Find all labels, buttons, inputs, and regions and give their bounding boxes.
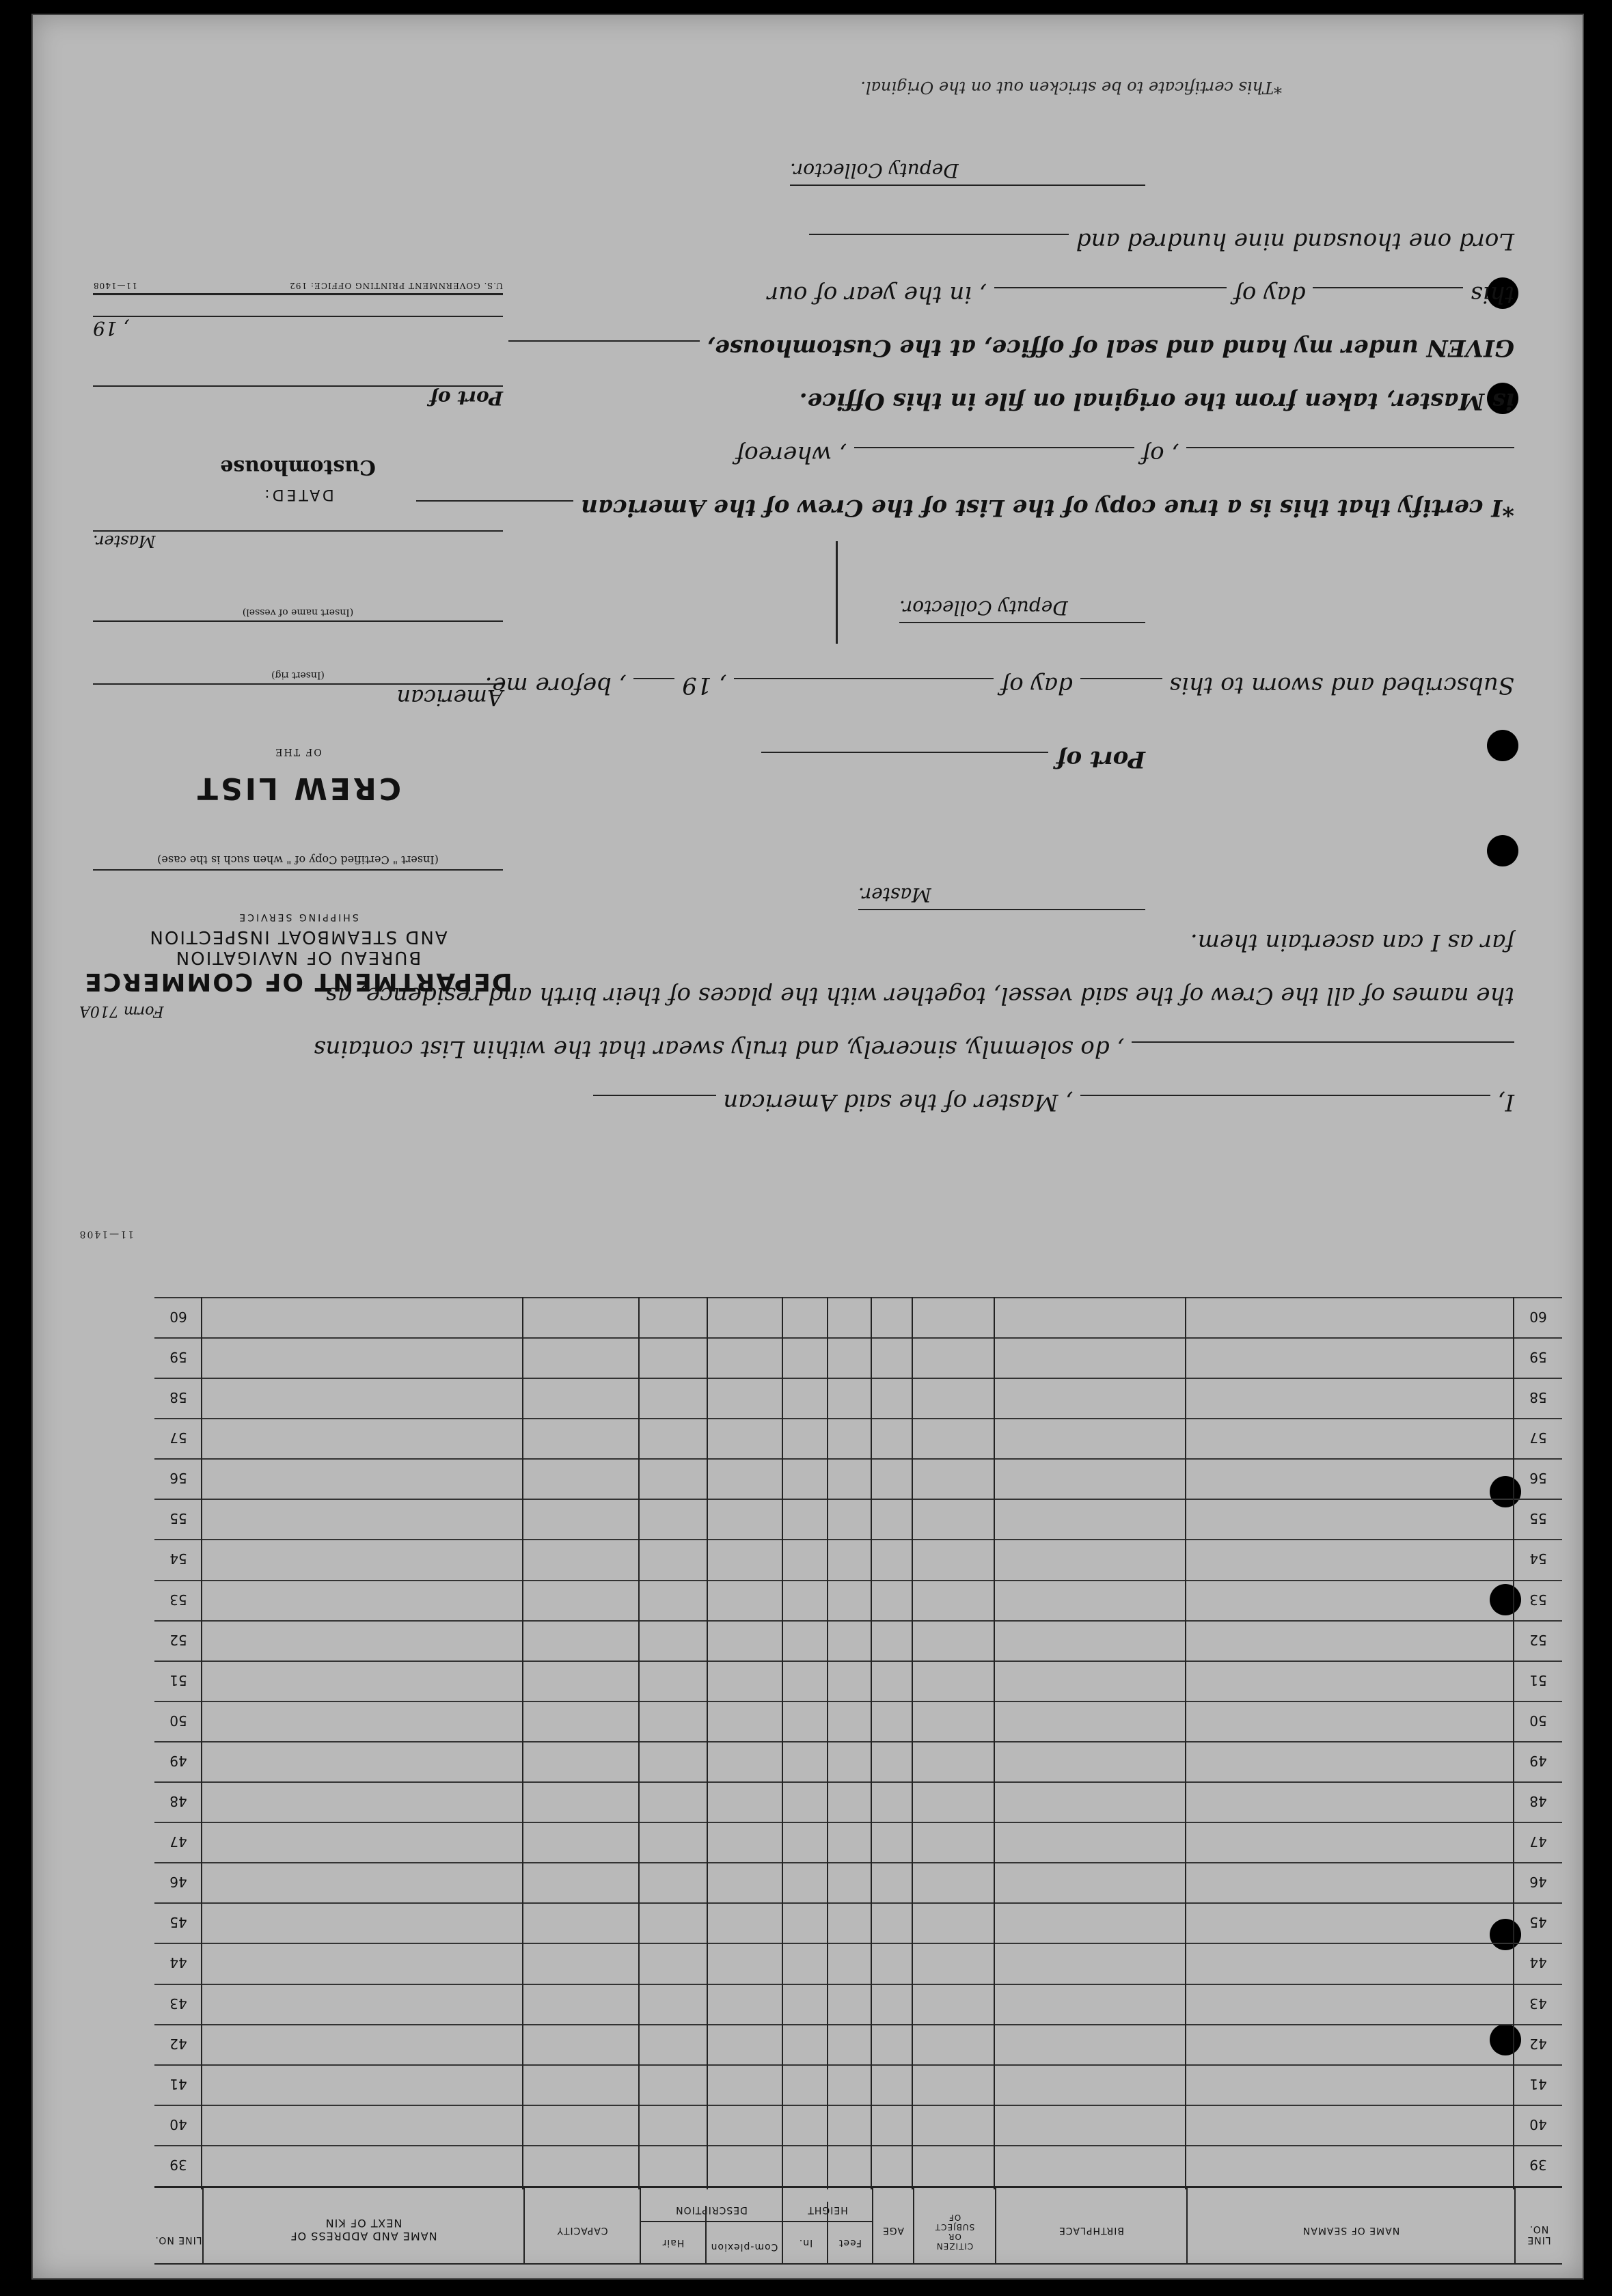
gpo-code: 11—1408: [93, 281, 137, 290]
line-number-left: 59: [1529, 1349, 1547, 1365]
header-name-of-seaman: [1186, 2188, 1514, 2263]
oath-line-4: far as I can ascertain them.: [1190, 929, 1514, 956]
line-number-left: 60: [1529, 1308, 1547, 1325]
given-row: [489, 321, 1514, 374]
oath-i: I,: [1497, 1089, 1514, 1116]
line-number-right: 45: [169, 1914, 187, 1931]
line-number-right: 43: [169, 1995, 187, 2012]
citizen-3: SUBJECT: [934, 2222, 975, 2232]
port-line: [93, 385, 503, 414]
seal-divider: [836, 541, 838, 644]
cover-nineteen: , 19: [93, 317, 130, 340]
line-number-left: 50: [1529, 1712, 1547, 1729]
customhouse-label: Customhouse: [220, 455, 376, 479]
line-number-right: 41: [169, 2075, 187, 2092]
of-the-label: OF THE: [274, 746, 322, 757]
deputy1-label: Deputy Collector.: [899, 597, 1068, 619]
table-row: [154, 1418, 1562, 1458]
column-divider: [638, 1297, 640, 2189]
column-divider: [782, 1297, 783, 2189]
crew-table-section: [33, 1190, 1583, 2278]
master-name-blank: [1080, 1095, 1490, 1123]
this-day-of: day of: [1233, 281, 1306, 308]
table-row: [154, 1943, 1562, 1983]
oath-line-2: [314, 1022, 1514, 1076]
oath-line-1: [558, 1076, 1514, 1129]
complexion-cell: [705, 2206, 782, 2263]
line-number-left: 42: [1529, 2035, 1547, 2052]
table-row: [154, 1297, 1562, 1337]
table-header: [154, 2186, 1562, 2265]
certification-block: [489, 215, 1514, 534]
table-row: [154, 2064, 1562, 2105]
line-number-left: 49: [1529, 1753, 1547, 1769]
oath-swear: , do solemnly, sincerely, and truly swear that the within List contains: [314, 1035, 1125, 1063]
sub-before-me: , before me.: [484, 672, 627, 699]
line-number-right: 60: [169, 1308, 187, 1325]
line-number-right: 53: [169, 1591, 187, 1608]
given-blank: [508, 340, 700, 369]
certify-whereof: , whereof: [735, 441, 847, 468]
header-description: [640, 2188, 783, 2263]
table-row: [154, 1701, 1562, 1741]
line-number-left: 40: [1529, 2116, 1547, 2133]
vessel-name-line: [93, 620, 503, 622]
oath-master-of: , Master of the said American: [723, 1089, 1074, 1116]
table-row: [154, 1781, 1562, 1822]
vessel-blank-2: [1132, 1041, 1514, 1070]
header-name-label: NAME OF SEAMAN: [1302, 2225, 1400, 2236]
is-master-row: is Master, taken from the original on file in this Office.: [799, 387, 1514, 415]
line-number-right: 49: [169, 1753, 187, 1769]
certify-port-blank: [854, 447, 1134, 476]
master-sig-label: Master.: [858, 884, 931, 906]
feet-cell: [827, 2202, 872, 2263]
citizen-4: OF: [948, 2213, 961, 2222]
header-hair-label: Hair: [661, 2237, 685, 2248]
nok-1: NAME AND ADDRESS OF: [290, 2230, 437, 2243]
gpo-text: U.S. GOVERNMENT PRINTING OFFICE: 192: [289, 281, 503, 290]
line-number-left: 48: [1529, 1793, 1547, 1810]
line-number-right: 54: [169, 1550, 187, 1568]
certify-row: [489, 481, 1514, 534]
column-divider: [1185, 1297, 1186, 2189]
header-citizen: [913, 2188, 995, 2263]
header-description-label: DESCRIPTION: [675, 2204, 748, 2215]
gpo-imprint: [93, 281, 503, 290]
line-number-left: 45: [1529, 1914, 1547, 1931]
line-number-right: 50: [169, 1712, 187, 1729]
bureau-line-1: BUREAU OF NAVIGATION: [174, 947, 422, 968]
certify-text: *I certify that this is a true copy of the List of the Crew of the American: [581, 494, 1514, 521]
table-row: [154, 1458, 1562, 1499]
header-next-of-kin: [202, 2188, 523, 2263]
line-number-left: 55: [1529, 1510, 1547, 1527]
table-row: [154, 1660, 1562, 1701]
year-blank: [809, 234, 1069, 262]
table-row: [154, 1378, 1562, 1418]
table-footer-code: [79, 1229, 134, 1240]
american-label: American: [396, 685, 503, 711]
line-number-right: 47: [169, 1833, 187, 1850]
in-year-text: , in the year of our: [767, 281, 987, 308]
column-divider: [912, 1297, 913, 2189]
lord-row: [489, 215, 1514, 268]
column-divider: [827, 1297, 828, 2189]
line-number-left: 41: [1529, 2075, 1547, 2092]
port-of-line: [761, 746, 1145, 780]
this-day-blank: [1313, 287, 1463, 316]
sub-month-blank: [734, 678, 994, 707]
table-row: [154, 1741, 1562, 1781]
insert-rig-note: (Insert rig): [271, 670, 325, 681]
line-number-left: 39: [1529, 2157, 1547, 2173]
line-number-right: 58: [169, 1389, 187, 1406]
certify-name-blank: [1186, 447, 1514, 476]
header-height-label: HEIGHT: [807, 2204, 848, 2215]
cover-panel: [79, 281, 517, 1020]
shipping-service: SHIPPING SERVICE: [237, 912, 359, 922]
inches-cell: [783, 2202, 828, 2263]
table-row: [154, 1580, 1562, 1620]
column-divider: [994, 1297, 995, 2189]
certify-of: , of: [1141, 441, 1179, 468]
date-line: [93, 316, 503, 344]
line-number-right: 57: [169, 1430, 187, 1447]
line-number-right: 40: [169, 2116, 187, 2133]
footer-code-text: 11—1408: [78, 1229, 134, 1240]
line-number-right: 55: [169, 1510, 187, 1527]
master-signature-line: [858, 884, 1145, 910]
line-number-right: 42: [169, 2035, 187, 2052]
sub-year-blank: [633, 678, 674, 707]
line-number-right: 39: [169, 2157, 187, 2173]
header-height: [783, 2188, 872, 2263]
table-row: [154, 2024, 1562, 2064]
master-oath: [314, 916, 1514, 1129]
header-line-no-right-label: LINE NO.: [154, 2234, 202, 2245]
given-text: GIVEN under my hand and seal of office, at the Customhouse,: [707, 334, 1514, 361]
crew-table: [154, 1283, 1562, 2265]
insert-vessel-note: (Insert name of vessel): [242, 607, 354, 618]
table-row: [154, 1902, 1562, 1943]
column-divider: [522, 1297, 523, 2189]
column-divider: [201, 1297, 202, 2189]
line-number-left: 47: [1529, 1833, 1547, 1850]
sub-day-blank: [1080, 678, 1162, 707]
subscribed-row: [484, 659, 1514, 712]
this-text: this: [1471, 281, 1514, 308]
line-number-left: 53: [1529, 1591, 1547, 1608]
subscribed-line: [484, 659, 1514, 712]
header-age-label: AGE: [882, 2225, 905, 2236]
certify-vessel-blank: [416, 500, 573, 529]
line-number-left: 43: [1529, 1995, 1547, 2012]
line-number-right: 46: [169, 1874, 187, 1891]
american-rig-line: [93, 683, 503, 712]
line-number-left: 46: [1529, 1874, 1547, 1891]
port-of-label: Port of: [1056, 746, 1145, 773]
insert-certified-note: (Insert " Certified Copy of " when such is the case): [157, 853, 439, 866]
header-line-no-label: LINE NO.: [1527, 2224, 1551, 2245]
header-line-no: [1514, 2188, 1562, 2263]
table-row: [154, 1499, 1562, 1539]
citizen-2: OR: [948, 2232, 961, 2241]
header-capacity: [523, 2188, 640, 2263]
table-row: [154, 1984, 1562, 2024]
header-feet-label: Feet: [838, 2237, 862, 2248]
this-day-row: [489, 268, 1514, 321]
form-page: [31, 14, 1584, 2280]
port-blank: [761, 752, 1048, 780]
oath-line-3: the names of all the Crew of the said vessel, together with the places of their birth and residence, as: [325, 982, 1514, 1009]
line-number-right: 56: [169, 1470, 187, 1487]
line-number-right: 51: [169, 1671, 187, 1689]
line-number-left: 52: [1529, 1631, 1547, 1648]
master-label: Master.: [93, 532, 156, 551]
line-number-right: 48: [169, 1793, 187, 1810]
sub-nineteen: , 19: [682, 672, 727, 699]
column-divider: [1513, 1297, 1514, 2189]
table-row: [154, 1539, 1562, 1579]
certificate-section: [33, 15, 1583, 1190]
column-divider: [871, 1297, 872, 2189]
header-complexion-label: Com-plexion: [710, 2241, 778, 2252]
line-number-left: 58: [1529, 1389, 1547, 1406]
dated-label: DATED:: [262, 486, 334, 503]
master-line: [93, 530, 503, 559]
nok-2: NEXT OF KIN: [325, 2217, 402, 2230]
table-row: [154, 1822, 1562, 1862]
vessel-name-blank: [593, 1095, 716, 1123]
certified-copy-blank: [93, 869, 503, 871]
sub-day-of: day of: [1000, 672, 1073, 699]
table-row: [154, 1620, 1562, 1660]
deputy-collector-line-1: [899, 597, 1145, 623]
line-number-right: 44: [169, 1954, 187, 1971]
header-birthplace-label: BIRTHPLACE: [1058, 2225, 1125, 2236]
line-number-right: 52: [169, 1631, 187, 1648]
table-row: [154, 1337, 1562, 1378]
line-number-left: 51: [1529, 1671, 1547, 1689]
crew-list-title: CREW LIST: [194, 771, 402, 806]
table-row: [154, 1862, 1562, 1902]
of-row: [489, 428, 1514, 481]
header-inches-label: In.: [798, 2237, 813, 2248]
header-line-no-right: [154, 2188, 202, 2263]
line-number-left: 57: [1529, 1430, 1547, 1447]
form-number: Form 710A: [79, 1002, 164, 1020]
footnote-text: *This certificate to be stricken out on the Original.: [860, 78, 1282, 97]
table-row: [154, 2105, 1562, 2145]
header-birthplace: [995, 2188, 1186, 2263]
column-divider: [707, 1297, 708, 2189]
header-age: [872, 2188, 913, 2263]
subscribed-text: Subscribed and sworn to this: [1169, 672, 1514, 699]
line-number-left: 56: [1529, 1470, 1547, 1487]
table-row: [154, 2145, 1562, 2185]
cover-port-label: Port of: [429, 387, 503, 409]
bureau-line-2: AND STEAMBOAT INSPECTION: [148, 927, 448, 947]
gpo-rule: [93, 293, 503, 295]
certificate-footnote: [860, 78, 1282, 97]
citizen-1: CITIZEN: [935, 2241, 974, 2251]
deputy-collector-line-2: [790, 159, 1145, 186]
header-capacity-label: CAPACITY: [556, 2225, 608, 2236]
deputy2-label: Deputy Collector.: [790, 159, 959, 182]
lord-text: Lord one thousand nine hundred and: [1076, 228, 1514, 255]
this-month-blank: [994, 287, 1227, 316]
hair-cell: [640, 2202, 707, 2263]
line-number-left: 54: [1529, 1550, 1547, 1568]
line-number-left: 44: [1529, 1954, 1547, 1971]
line-number-right: 59: [169, 1349, 187, 1365]
department-title: DEPARTMENT OF COMMERCE: [83, 968, 513, 996]
